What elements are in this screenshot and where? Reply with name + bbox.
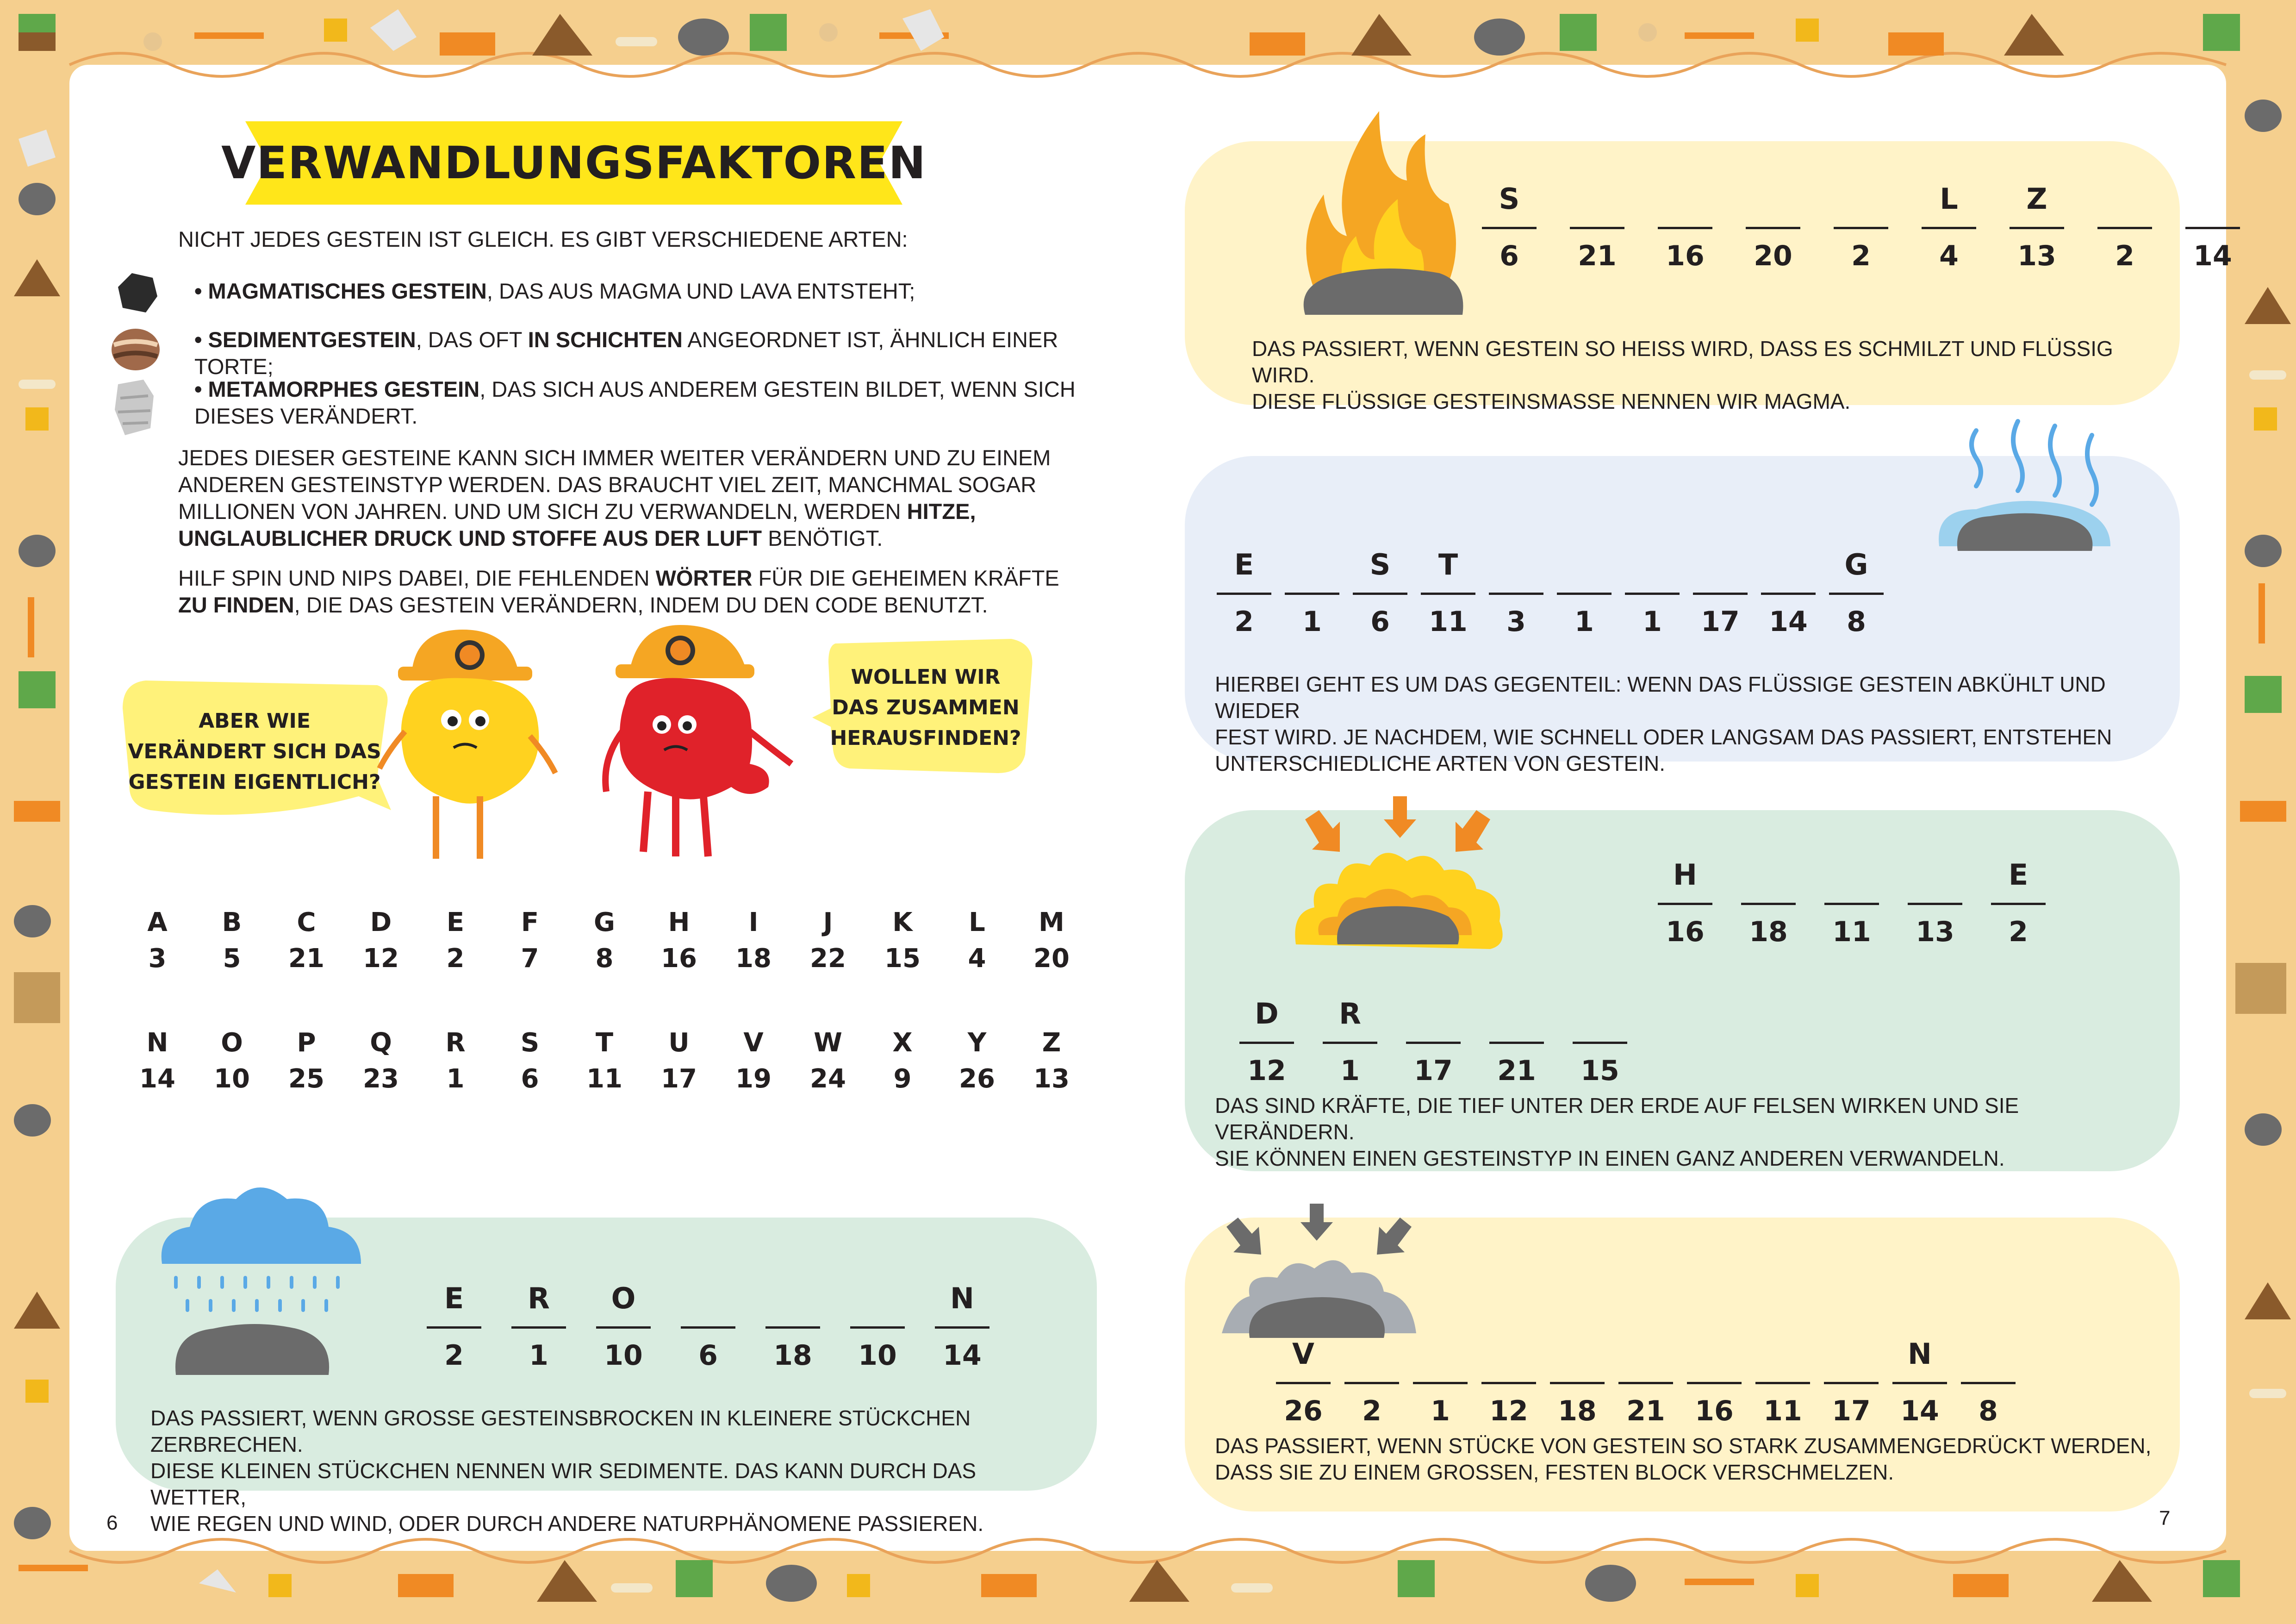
slot-line (1746, 227, 1800, 229)
slot-letter (1618, 1331, 1674, 1377)
rock-icon (678, 19, 729, 56)
slot-number: 1 (1431, 1395, 1450, 1427)
cipher-key-number: 18 (735, 943, 772, 974)
word-slot[interactable] (934, 1275, 990, 1387)
cipher-key-number: 16 (661, 943, 697, 974)
metamorphic-line: • METAMORPHES GESTEIN, DAS SICH AUS ANDEREM GESTEIN BILDET, WENN SICH DIESES VERÄNDERT. (194, 377, 1076, 428)
slot-number: 16 (1695, 1395, 1734, 1427)
slot-number: 18 (1749, 916, 1788, 948)
heat-pressure-description: DAS SIND KRÄFTE, DIE TIEF UNTER DER ERDE AUF FELSEN WIRKEN UND SIE VERÄNDERN. SIE KÖNNEN EINEN GESTEINSTYP IN EINEN GANZ ANDEREN VERWANDELN. (1215, 1093, 2019, 1170)
cipher-key-number: 1 (446, 1064, 465, 1094)
slot-line (1482, 227, 1537, 229)
instruction-paragraph: HILF SPIN UND NIPS DABEI, DIE FEHLENDEN WÖRTER FÜR DIE GEHEIMEN KRÄFTE ZU FINDEN, DIE DAS GESTEIN VERÄNDERN, INDEM DU DEN CODE BENUTZT. (178, 566, 1059, 617)
word-slot[interactable] (1755, 1331, 1811, 1442)
slot-number: 2 (1851, 240, 1871, 272)
cooling-rock-icon (1925, 417, 2120, 574)
slot-line (2097, 227, 2152, 229)
slot-line (1761, 593, 1816, 595)
slot-line (1239, 1042, 1294, 1044)
slot-line (1693, 593, 1748, 595)
survey-instrument-icon (324, 19, 347, 42)
slot-letter (1569, 176, 1625, 222)
slot-line (1741, 903, 1796, 905)
slot-line (1344, 1382, 1399, 1384)
cipher-key-number: 10 (214, 1064, 250, 1094)
slot-letter (1488, 542, 1544, 588)
slot-line (1570, 227, 1624, 229)
cipher-key-letter: G (594, 907, 615, 937)
slot-letter: D (1255, 997, 1279, 1031)
slot-number: 1 (1340, 1055, 1360, 1087)
word-slot[interactable] (1572, 991, 1628, 1102)
word-slot[interactable] (1412, 1331, 1468, 1442)
slot-line (1922, 227, 1976, 229)
cipher-key-letter: K (892, 907, 913, 937)
slot-letter (1760, 542, 1817, 588)
slot-number: 8 (1979, 1395, 1998, 1427)
slot-line (935, 1326, 989, 1329)
shovel-icon (194, 32, 264, 39)
slot-line (1323, 1042, 1377, 1044)
word-slot[interactable] (1405, 991, 1462, 1102)
sediment-rock-icon (110, 324, 161, 375)
cipher-key-letter: E (446, 907, 465, 937)
word-slot[interactable] (1488, 542, 1544, 653)
slot-line (1406, 1042, 1461, 1044)
cipher-key-number: 15 (884, 943, 921, 974)
slot-line (1550, 1382, 1605, 1384)
cipher-key-letter: B (222, 907, 242, 937)
slot-letter: S (1499, 182, 1520, 216)
slot-number: 11 (1763, 1395, 1802, 1427)
word-slot[interactable] (1960, 1331, 2016, 1442)
cipher-key-letter: Q (370, 1028, 392, 1058)
slot-letter (1823, 1331, 1879, 1377)
page-number-left: 6 (106, 1512, 118, 1534)
cipher-key-number: 6 (521, 1064, 539, 1094)
slot-number: 10 (604, 1339, 643, 1372)
slot-line (1285, 593, 1339, 595)
word-slot[interactable] (1990, 852, 2047, 963)
slot-letter: Z (2026, 182, 2047, 216)
slot-number: 17 (1832, 1395, 1871, 1427)
slot-line (850, 1326, 905, 1329)
slot-number: 13 (2017, 240, 2056, 272)
cipher-key-letter: Y (967, 1028, 987, 1058)
mine-entrance-icon (532, 14, 592, 56)
heat-pressure-icon (1287, 792, 1513, 968)
cipher-key-number: 12 (363, 943, 399, 974)
slot-number: 6 (1500, 240, 1519, 272)
cipher-key-letter: M (1039, 907, 1064, 937)
slot-letter (1657, 176, 1713, 222)
left-bubble-text: ABER WIE VERÄNDERT SICH DAS GESTEIN EIGENTLICH? (128, 709, 381, 794)
slot-line (1658, 227, 1712, 229)
compaction-icon (1217, 1199, 1425, 1347)
slot-letter (1488, 991, 1545, 1037)
word-slot[interactable] (1921, 176, 1977, 287)
word-slot[interactable] (1569, 176, 1625, 287)
slot-letter: E (2008, 858, 2028, 892)
slot-letter: V (1292, 1337, 1314, 1371)
slot-number: 21 (1578, 240, 1617, 272)
slot-letter (1284, 542, 1340, 588)
rain-cloud-icon (148, 1171, 370, 1389)
slot-letter (1755, 1331, 1811, 1377)
word-slot[interactable] (1488, 991, 1545, 1102)
word-slot[interactable] (2097, 176, 2153, 287)
slot-letter (1960, 1331, 2016, 1377)
slot-line (2010, 227, 2064, 229)
fire-icon (1287, 102, 1472, 324)
word-slot[interactable] (1322, 991, 1378, 1102)
word-slot[interactable] (1692, 542, 1748, 653)
slot-letter (1572, 991, 1628, 1037)
word-slot[interactable] (1907, 852, 1963, 963)
slot-number: 6 (698, 1339, 718, 1372)
slot-number: 20 (1754, 240, 1792, 272)
slot-number: 17 (1414, 1055, 1453, 1087)
slot-number: 13 (1916, 916, 1954, 948)
word-slot[interactable] (1420, 542, 1476, 653)
slot-letter: N (1908, 1337, 1932, 1371)
slot-line (1755, 1382, 1810, 1384)
wheelbarrow-icon (440, 32, 495, 56)
cipher-key-letter: F (521, 907, 539, 937)
cipher-key-number: 2 (446, 943, 465, 974)
slot-letter (1823, 852, 1880, 898)
word-slot[interactable] (1740, 852, 1797, 963)
word-slot[interactable] (1352, 542, 1408, 653)
slot-number: 2 (1234, 606, 1254, 638)
slot-number: 2 (2115, 240, 2134, 272)
slot-line (1557, 593, 1612, 595)
word-slot[interactable] (1828, 542, 1885, 653)
cipher-key-number: 13 (1033, 1064, 1070, 1094)
cipher-key-letter: A (147, 907, 168, 937)
slot-line (1658, 903, 1712, 905)
slot-line (1991, 903, 2046, 905)
slot-letter: O (611, 1281, 636, 1315)
slot-line (1276, 1382, 1331, 1384)
slot-letter (2184, 176, 2241, 222)
slot-letter (1549, 1331, 1605, 1377)
slot-number: 1 (1302, 606, 1322, 638)
slot-number: 21 (1626, 1395, 1665, 1427)
cooling-description: HIERBEI GEHT ES UM DAS GEGENTEIL: WENN DAS FLÜSSIGE GESTEIN ABKÜHLT UND WIEDER FEST WIRD. JE NACHDEM, WIE SCHNELL ODER LANGSAM DAS PASSIERT, ENTSTEHEN UNTERSCHIEDLICHE ARTEN VON GESTEIN. (1215, 672, 2112, 775)
word-slot[interactable] (2009, 176, 2065, 287)
slot-line (1489, 593, 1543, 595)
spin-character (370, 611, 583, 861)
word-slot[interactable] (1481, 176, 1537, 287)
intro-paragraph: JEDES DIESER GESTEINE KANN SICH IMMER WEITER VERÄNDERN UND ZU EINEM ANDEREN GESTEINSTYP WERDEN. DAS BRAUCHT VIEL ZEIT, MANCHMAL SOGAR MILLIONEN VON JAHREN. UND UM SICH ZU VERWANDELN, WERDEN HITZE, UNGLAUBLICHER DRUCK UND STOFFE AUS DER LUFT BENÖTIGT. (178, 445, 1051, 550)
cipher-key-letter: S (520, 1028, 540, 1058)
slot-letter (1907, 852, 1963, 898)
slot-number: 14 (943, 1339, 982, 1372)
metamorphic-rock-icon (111, 377, 157, 437)
bone-icon (616, 37, 657, 46)
slot-letter (1481, 1331, 1537, 1377)
slot-line (596, 1326, 651, 1329)
word-slot[interactable] (1549, 1331, 1605, 1442)
slot-letter: E (1234, 548, 1254, 581)
slot-letter (1556, 542, 1612, 588)
slot-number: 2 (1362, 1395, 1381, 1427)
slot-line (1687, 1382, 1742, 1384)
cipher-key-number: 22 (810, 943, 846, 974)
cipher-key-letter: U (668, 1028, 690, 1058)
slot-letter: R (528, 1281, 550, 1315)
cipher-key-number: 19 (735, 1064, 772, 1094)
slot-letter: N (950, 1281, 974, 1315)
word-slot[interactable] (1216, 542, 1272, 653)
sediment-line: • SEDIMENTGESTEIN, DAS OFT IN SCHICHTEN ANGEORDNET IST, ÄHNLICH EINER TORTE; (194, 327, 1058, 379)
slot-line (1829, 593, 1884, 595)
slot-number: 8 (1847, 606, 1866, 638)
compaction-description: DAS PASSIERT, WENN STÜCKE VON GESTEIN SO STARK ZUSAMMENGEDRÜCKT WERDEN, DASS SIE ZU EINEM GROSSEN, FESTEN BLOCK VERSCHMELZEN. (1215, 1434, 2152, 1484)
cipher-key-letter: L (969, 907, 985, 937)
word-slot[interactable] (1657, 176, 1713, 287)
melting-description: DAS PASSIERT, WENN GESTEIN SO HEISS WIRD, DASS ES SCHMILZT UND FLÜSSIG WIRD. DIESE FLÜSSIGE GESTEINSMASSE NENNEN WIR MAGMA. (1252, 337, 2113, 413)
cipher-key-letter: R (445, 1028, 466, 1058)
cipher-key-number: 7 (521, 943, 539, 974)
slot-number: 3 (1506, 606, 1526, 638)
slot-letter: H (1673, 858, 1697, 892)
magmatic-rock-icon (113, 269, 160, 315)
slot-letter (765, 1275, 821, 1322)
slot-number: 14 (2193, 240, 2232, 272)
slot-letter: E (444, 1281, 464, 1315)
word-slot[interactable] (1481, 1331, 1537, 1442)
cipher-key-number: 23 (363, 1064, 399, 1094)
word-slot[interactable] (680, 1275, 736, 1387)
word-slot[interactable] (1344, 1331, 1400, 1442)
slot-line (2185, 227, 2240, 229)
right-bubble-text: WOLLEN WIR DAS ZUSAMMEN HERAUSFINDEN? (830, 665, 1021, 750)
cipher-key-letter: T (595, 1028, 614, 1058)
sand-icon (143, 32, 162, 51)
slot-line (1217, 593, 1271, 595)
cipher-key-letter: C (297, 907, 316, 937)
slot-letter (1833, 176, 1889, 222)
slot-number: 18 (773, 1339, 812, 1372)
cipher-key-letter: W (814, 1028, 842, 1058)
slot-number: 1 (529, 1339, 548, 1372)
nips-character (597, 611, 815, 861)
word-slot[interactable] (595, 1275, 652, 1387)
slot-number: 16 (1666, 240, 1705, 272)
slot-letter: T (1438, 548, 1458, 581)
word-slot[interactable] (1686, 1331, 1742, 1442)
cipher-key-letter: H (668, 907, 690, 937)
cipher-key-letter: I (748, 907, 759, 937)
slot-line (765, 1326, 820, 1329)
erosion-description: DAS PASSIERT, WENN GROSSE GESTEINSBROCKEN IN KLEINERE STÜCKCHEN ZERBRECHEN. DIESE KLEINEN STÜCKCHEN NENNEN WIR SEDIMENTE. DAS KANN DURCH DAS WETTER, WIE REGEN UND WIND, ODER DURCH ANDERE NATURPHÄNOMENE PASSIEREN. (150, 1406, 984, 1536)
slot-line (1489, 1042, 1544, 1044)
slot-letter (1412, 1331, 1468, 1377)
slot-letter: G (1844, 548, 1868, 581)
slot-letter (1745, 176, 1801, 222)
cipher-key-number: 5 (223, 943, 241, 974)
word-slot[interactable] (1760, 542, 1817, 653)
slot-letter: L (1940, 182, 1958, 216)
word-slot[interactable] (1624, 542, 1680, 653)
slot-line (1421, 593, 1475, 595)
slot-number: 21 (1497, 1055, 1536, 1087)
crystal-icon (370, 9, 417, 51)
slot-letter (849, 1275, 906, 1322)
slot-number: 1 (1643, 606, 1662, 638)
slot-letter (1692, 542, 1748, 588)
slot-number: 14 (1900, 1395, 1939, 1427)
slot-letter (1344, 1331, 1400, 1377)
cipher-key-letter: V (743, 1028, 764, 1058)
slot-number: 17 (1701, 606, 1740, 638)
slot-number: 18 (1558, 1395, 1597, 1427)
cipher-key-number: 11 (586, 1064, 622, 1094)
slot-number: 4 (1939, 240, 1959, 272)
slot-number: 2 (2009, 916, 2028, 948)
slot-number: 15 (1580, 1055, 1619, 1087)
slot-line (1618, 1382, 1673, 1384)
cipher-key-number: 25 (288, 1064, 324, 1094)
slot-number: 11 (1832, 916, 1871, 948)
page-number-right: 7 (2159, 1507, 2171, 1530)
cipher-key-letter: X (892, 1028, 913, 1058)
slot-line (1824, 903, 1879, 905)
cipher-key-number: 14 (139, 1064, 175, 1094)
cipher-key-letter: N (146, 1028, 168, 1058)
cipher-key-letter: D (370, 907, 392, 937)
word-slot[interactable] (1618, 1331, 1674, 1442)
cipher-key-letter: Z (1042, 1028, 1061, 1058)
cipher-key-number: 26 (959, 1064, 995, 1094)
slot-line (1413, 1382, 1468, 1384)
slot-number: 2 (444, 1339, 464, 1372)
cipher-key-number: 8 (595, 943, 614, 974)
slot-line (1892, 1382, 1947, 1384)
page-title: VERWANDLUNGSFAKTOREN (221, 137, 927, 189)
word-slot[interactable] (510, 1275, 567, 1387)
word-slot[interactable] (1833, 176, 1889, 287)
slot-line (681, 1326, 735, 1329)
slot-line (1353, 593, 1407, 595)
slot-number: 12 (1489, 1395, 1528, 1427)
slot-letter (2097, 176, 2153, 222)
cipher-key-number: 4 (968, 943, 986, 974)
cipher-key-number: 17 (661, 1064, 697, 1094)
slot-letter (1405, 991, 1462, 1037)
word-slot[interactable] (1823, 852, 1880, 963)
slot-letter (1740, 852, 1797, 898)
cipher-key-number: 21 (288, 943, 324, 974)
word-slot[interactable] (426, 1275, 482, 1387)
slot-line (1961, 1382, 2016, 1384)
cipher-key-letter: P (297, 1028, 316, 1058)
word-slot[interactable] (1238, 991, 1295, 1102)
slot-number: 11 (1429, 606, 1468, 638)
word-slot[interactable] (1657, 852, 1713, 963)
slot-line (1481, 1382, 1536, 1384)
word-slot[interactable] (1823, 1331, 1879, 1442)
cipher-key-number: 3 (148, 943, 167, 974)
word-slot[interactable] (849, 1275, 906, 1387)
word-slot[interactable] (1892, 1331, 1948, 1442)
slot-letter (1686, 1331, 1742, 1377)
cipher-key-number: 24 (810, 1064, 846, 1094)
word-slot[interactable] (1745, 176, 1801, 287)
intro-line: NICHT JEDES GESTEIN IST GLEICH. ES GIBT VERSCHIEDENE ARTEN: (178, 227, 908, 251)
cipher-key-number: 9 (893, 1064, 912, 1094)
slot-line (1573, 1042, 1627, 1044)
slot-letter: R (1339, 997, 1361, 1031)
slot-number: 6 (1370, 606, 1390, 638)
slot-line (1834, 227, 1888, 229)
word-slot[interactable] (1284, 542, 1340, 653)
cipher-key-number: 20 (1033, 943, 1070, 974)
slot-number: 10 (858, 1339, 897, 1372)
cipher-key-letter: J (823, 907, 833, 937)
slot-letter: S (1369, 548, 1391, 581)
slot-letter (680, 1275, 736, 1322)
slot-line (1908, 903, 1962, 905)
slot-number: 1 (1574, 606, 1594, 638)
slot-number: 12 (1247, 1055, 1286, 1087)
cipher-key-letter: O (221, 1028, 243, 1058)
slot-number: 14 (1769, 606, 1808, 638)
slot-line (1625, 593, 1680, 595)
magmatic-line: • MAGMATISCHES GESTEIN, DAS AUS MAGMA UND LAVA ENTSTEHT; (194, 279, 915, 303)
slot-line (427, 1326, 481, 1329)
word-slot[interactable] (2184, 176, 2241, 287)
slot-line (1824, 1382, 1879, 1384)
slot-line (511, 1326, 566, 1329)
word-slot[interactable] (765, 1275, 821, 1387)
slot-number: 16 (1666, 916, 1705, 948)
word-slot[interactable] (1556, 542, 1612, 653)
slot-letter (1624, 542, 1680, 588)
word-slot[interactable] (1275, 1331, 1332, 1442)
slot-number: 26 (1284, 1395, 1323, 1427)
